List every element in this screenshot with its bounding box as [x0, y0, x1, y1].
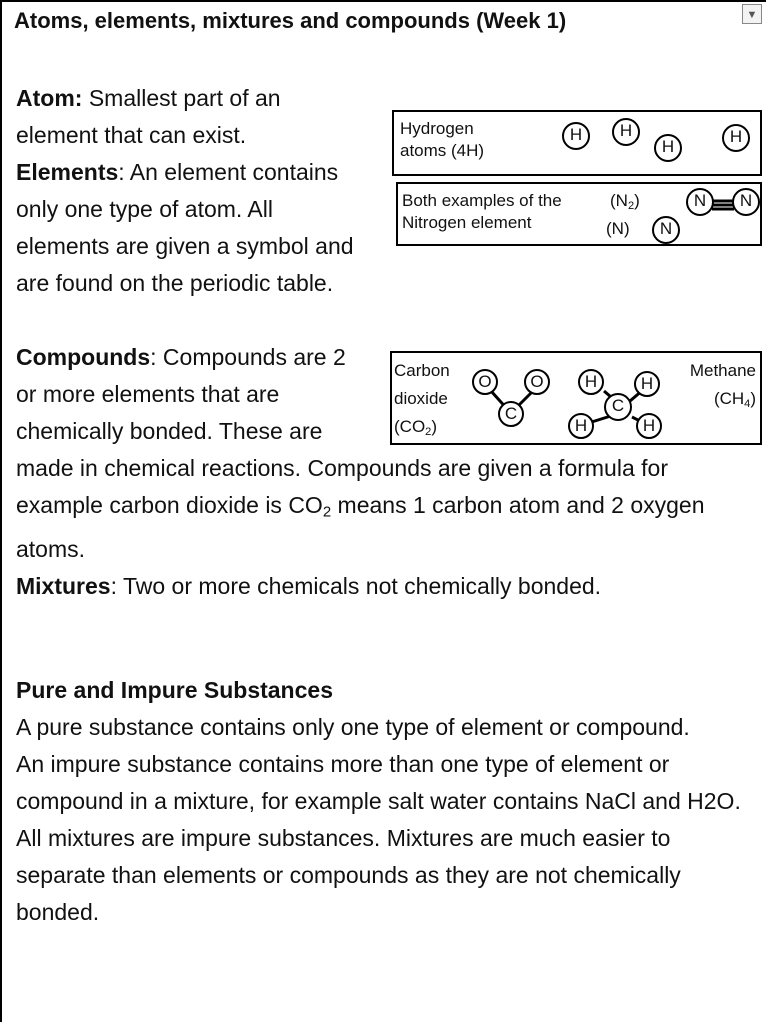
atom-term: Atom: [16, 85, 83, 111]
nitrogen-label-1: Both examples of the [402, 191, 562, 210]
methane-label: Methane [689, 361, 756, 380]
hydrogen-atom-icon: H [722, 124, 750, 152]
pure-impure-block [16, 672, 756, 931]
hydrogen-atom-icon: H [562, 122, 590, 150]
compounds-diagram [390, 351, 762, 445]
atom-definition [16, 80, 364, 154]
mixtures-definition [16, 568, 756, 605]
nitrogen-diagram [396, 182, 762, 246]
hydrogen-atom-icon: H [568, 413, 594, 439]
carbon-label-2: dioxide [394, 389, 448, 408]
compounds-term: Compounds [16, 344, 151, 370]
elements-definition [16, 154, 364, 302]
page-title: Atoms, elements, mixtures and compounds (Week 1) [14, 8, 567, 33]
oxygen-atom-icon: O [472, 369, 498, 395]
nitrogen-atom-icon: N [732, 188, 760, 216]
hydrogen-diagram [392, 110, 762, 176]
pure-paragraph-2: An impure substance contains more than one type of element or compound in a mixture, for example salt water contains NaCl and H2O. All mixtures are impure substances. Mixtures are much easier to separate than elements or compounds as they are not chemically bonded. [16, 751, 741, 925]
hydrogen-atom-icon: H [636, 413, 662, 439]
carbon-label-1: Carbon [394, 361, 450, 380]
hydrogen-label-1: Hydrogen [400, 119, 474, 138]
hydrogen-atom-icon: H [654, 134, 682, 162]
mixtures-term: Mixtures [16, 572, 111, 599]
pure-paragraph-1: A pure substance contains only one type of element or compound. [16, 714, 690, 740]
oxygen-atom-icon: O [524, 369, 550, 395]
elements-text: : An element contains only one type of atom. All elements are given a symbol and are found on the periodic table. [16, 159, 354, 296]
compounds-text-2: means 1 carbon atom and 2 oxygen atoms. [16, 492, 705, 562]
hydrogen-atom-icon: H [612, 118, 640, 146]
compounds-text-1: : Compounds are 2 or more elements that are chemically bonded. These are made in chemical reactions. Compounds are given a formula for example carbon dioxide is CO [16, 344, 668, 518]
hydrogen-label-2: atoms (4H) [400, 141, 485, 160]
co2-subscript: 2 [322, 503, 332, 521]
definitions-narrow [16, 80, 364, 302]
carbon-atom-icon: C [498, 401, 524, 427]
dropdown-arrow-icon[interactable]: ▼ [742, 4, 762, 24]
hydrogen-atom-icon: H [634, 371, 660, 397]
n2-formula: $(N_2)$ [610, 191, 640, 212]
carbon-formula: $(CO_2)$ [394, 417, 437, 438]
elements-term: Elements [16, 159, 119, 185]
atom-text: Smallest part of an element that can exist. [16, 85, 281, 148]
carbon-atom-icon: C [604, 393, 632, 421]
methane-formula: $(CH_4)$ [713, 389, 756, 410]
n-formula: (N) [606, 219, 630, 238]
hydrogen-atom-icon: H [578, 369, 604, 395]
nitrogen-atom-icon: N [652, 216, 680, 244]
nitrogen-atom-icon: N [686, 188, 714, 216]
mixtures-text: : Two or more chemicals not chemically bonded. [110, 572, 602, 599]
pure-heading: Pure and Impure Substances [16, 677, 333, 703]
nitrogen-label-2: Nitrogen element [402, 213, 532, 232]
